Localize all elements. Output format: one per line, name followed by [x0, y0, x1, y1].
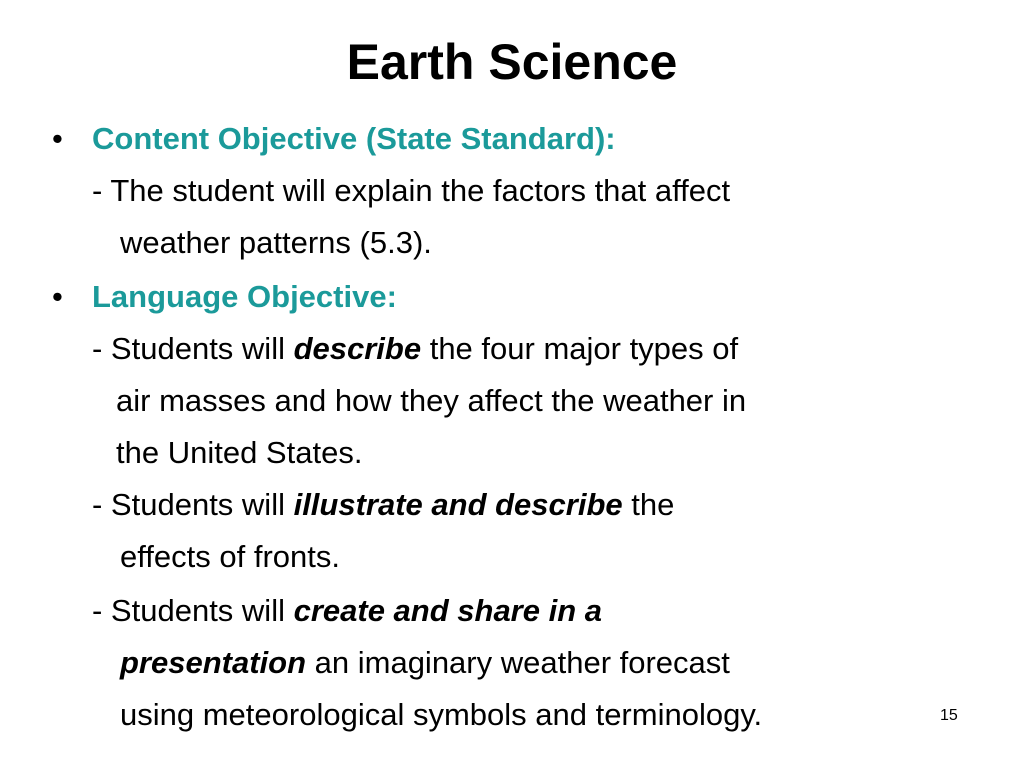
- illustrate-emphasis: illustrate and describe: [293, 487, 623, 522]
- bullet-language-objective: •: [52, 279, 63, 314]
- language-objective-heading: Language Objective:: [92, 279, 397, 314]
- describe-emphasis: describe: [293, 331, 422, 366]
- content-objective-line-2: weather patterns (5.3).: [120, 225, 432, 260]
- illustrate-objective-line-2: effects of fronts.: [120, 539, 340, 574]
- describe-suffix: the four major types of: [421, 331, 739, 366]
- content-objective-heading: Content Objective (State Standard):: [92, 121, 616, 156]
- describe-objective-line-3: the United States.: [116, 435, 363, 470]
- create-objective-line-2: [120, 643, 730, 683]
- describe-objective-line-1: [92, 329, 738, 369]
- illustrate-prefix: - Students will: [92, 487, 294, 522]
- create-line2-emphasis: presentation: [120, 645, 307, 680]
- create-prefix: - Students will: [92, 593, 294, 628]
- illustrate-suffix: the: [622, 487, 675, 522]
- page-number: 15: [940, 707, 958, 724]
- bullet-content-objective: •: [52, 121, 63, 156]
- describe-objective-line-2: air masses and how they affect the weather in: [116, 383, 747, 418]
- create-line2-suffix: an imaginary weather forecast: [306, 645, 730, 680]
- illustrate-objective-line-1: [92, 485, 674, 525]
- describe-prefix: - Students will: [92, 331, 294, 366]
- create-objective-line-1: [92, 591, 602, 631]
- create-objective-line-3: using meteorological symbols and terminology.: [120, 697, 763, 732]
- create-emphasis: create and share in a: [293, 593, 603, 628]
- slide-title: Earth Science: [346, 34, 678, 90]
- content-objective-line-1: - The student will explain the factors that affect: [92, 173, 731, 208]
